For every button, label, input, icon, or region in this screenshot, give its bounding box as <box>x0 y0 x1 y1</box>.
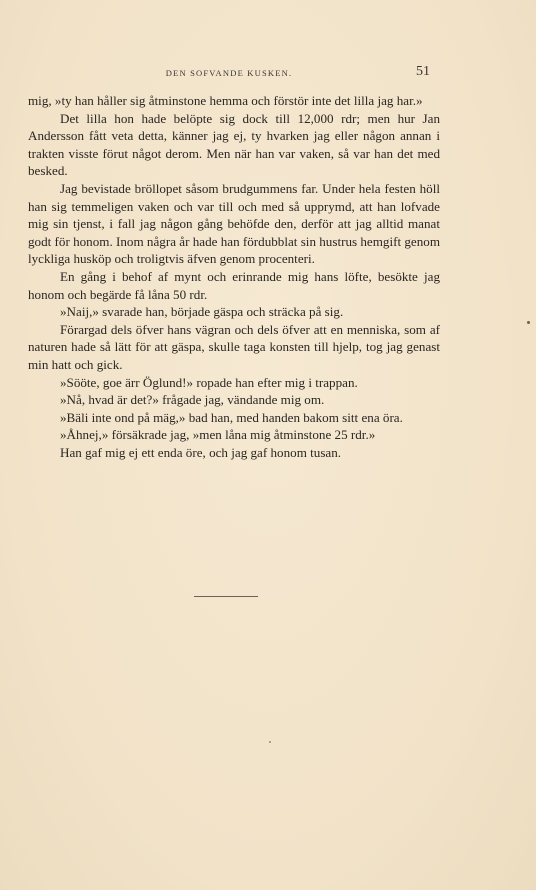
paragraph: Det lilla hon hade belöpte sig dock till 12,000 rdr; men hur Jan Andersson fått veta detta, känner jag ej, ty hvarken jag eller någon annan i trakten visste förut något derom. Men när han var vaken, så var han det med besked. <box>28 110 440 179</box>
paragraph: »Naij,» svarade han, började gäspa och sträcka på sig. <box>60 304 344 320</box>
paragraph: »Sööte, goe ärr Öglund!» ropade han efter mig i trappan. <box>60 374 358 390</box>
body-text <box>28 92 440 461</box>
page-number: 51 <box>416 64 430 79</box>
page-header <box>28 64 430 84</box>
paragraph: Jag bevistade bröllopet såsom brudgummens far. Under hela festen höll han sig temmeligen vaken och var till och med så upprymd, att han lofvade mig sin tjenst, i fall jag någon gång behöfde den, derför att jag alltid manat godt för honom. Inom några år hade han fördubblat sin hustrus hemgift genom lyckliga husköp och troligtvis äfven genom procenteri. <box>28 180 440 267</box>
ink-speck <box>527 321 530 324</box>
ink-speck <box>269 741 271 743</box>
running-title: DEN SOFVANDE KUSKEN. <box>165 68 293 78</box>
paragraph: Förargad dels öfver hans vägran och dels öfver att en menniska, som af naturen hade så lätt för att gäspa, skulle taga konsten till hjelp, tog jag genast min hatt och gick. <box>28 321 440 372</box>
paragraph: En gång i behof af mynt och erinrande mig hans löfte, besökte jag honom och begärde få låna 50 rdr. <box>28 268 440 302</box>
paragraph: »Nå, hvad är det?» frågade jag, vändande mig om. <box>60 392 325 408</box>
section-rule <box>194 596 258 597</box>
paragraph: »Åhnej,» försäkrade jag, »men låna mig åtminstone 25 rdr.» <box>60 427 376 443</box>
paragraph: »Bäli inte ond på mäg,» bad han, med handen bakom sitt ena öra. <box>60 409 403 425</box>
paragraph: Han gaf mig ej ett enda öre, och jag gaf honom tusan. <box>60 444 342 460</box>
paragraph: mig, »ty han håller sig åtminstone hemma och förstör inte det lilla jag har.» <box>28 93 423 108</box>
